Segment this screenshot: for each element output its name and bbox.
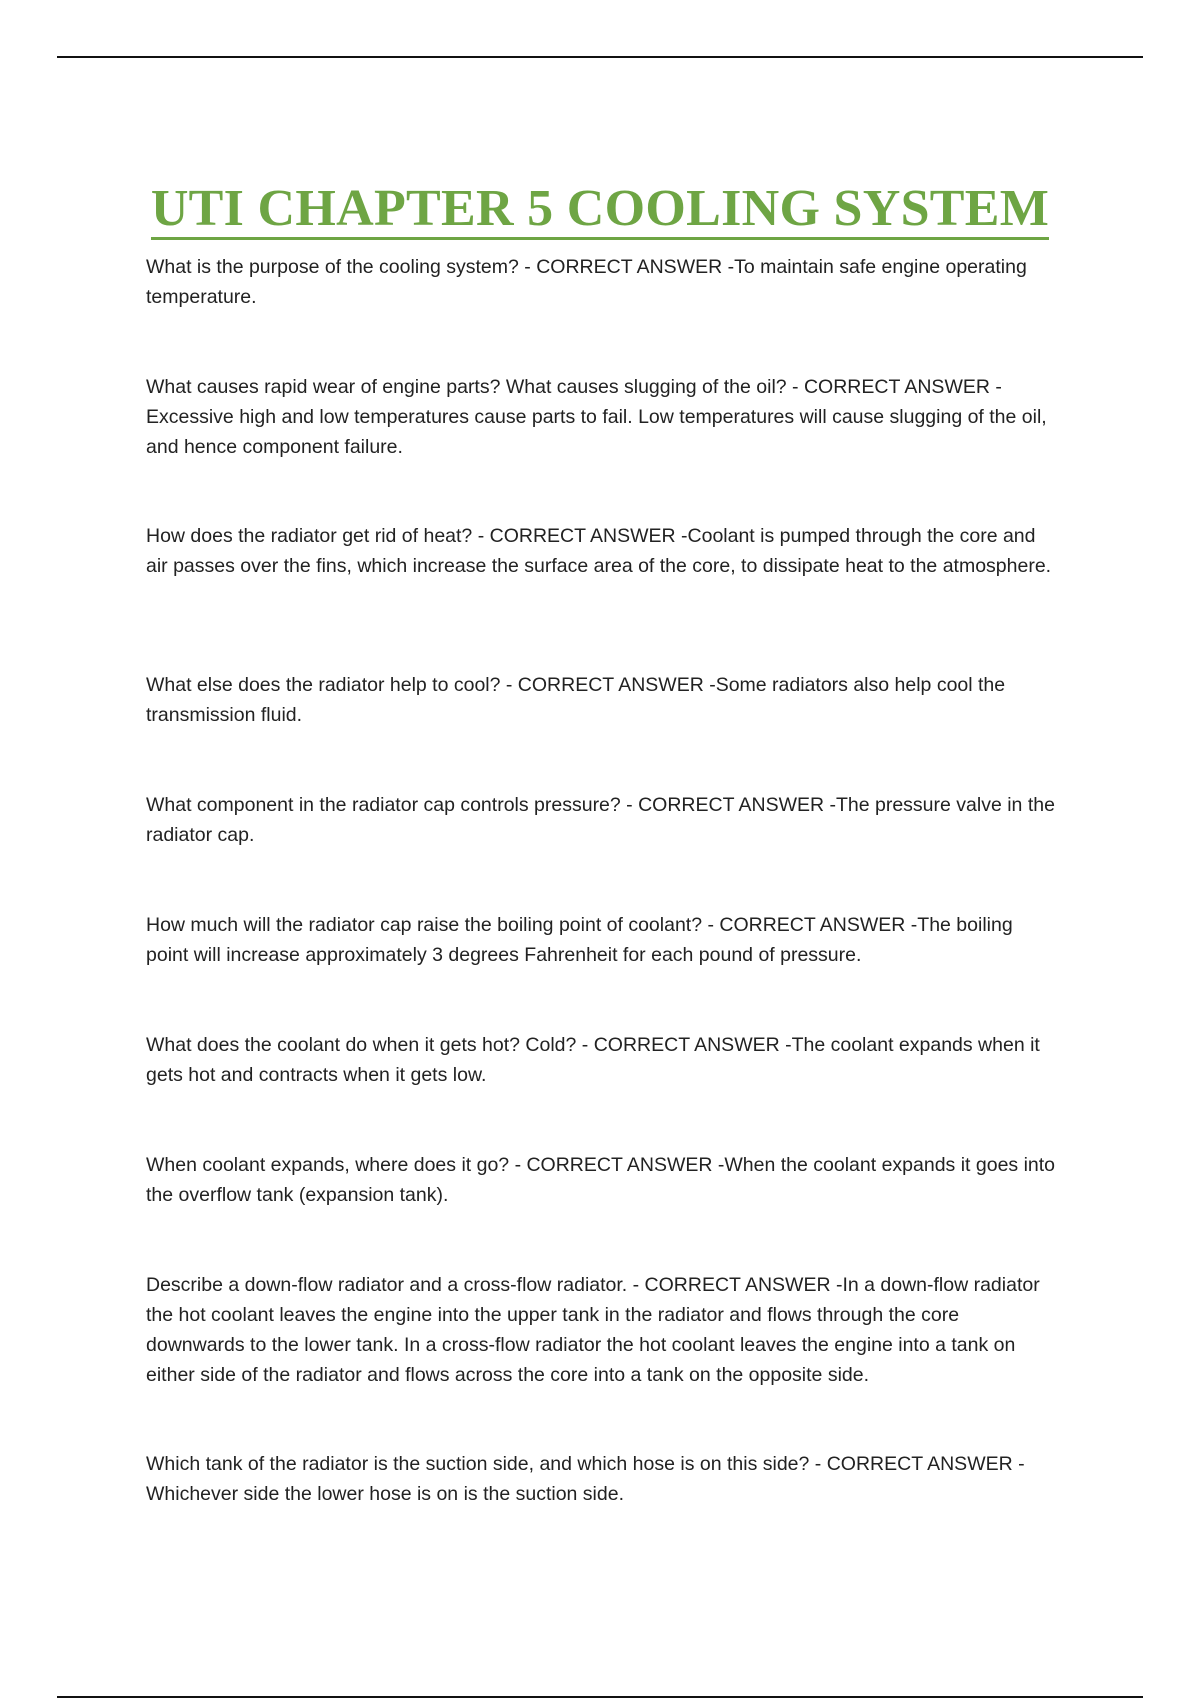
qa-item-3: How does the radiator get rid of heat? - CORRECT ANSWER -Coolant is pumped through the core and air passes over the fins, which increase the surface area of the core, to dissipate heat to the atmosphere. — [146, 525, 1052, 577]
qa-item-10: Which tank of the radiator is the suction side, and which hose is on this side? - CORRECT ANSWER - Whichever side the lower hose is on is the suction side. — [146, 1453, 1025, 1505]
qa-item-1: What is the purpose of the cooling system? - CORRECT ANSWER -To maintain safe engine operating temperature. — [146, 256, 1027, 308]
page-title: UTI CHAPTER 5 COOLING SYSTEM — [151, 183, 1049, 240]
top-divider — [57, 56, 1143, 58]
qa-item-8: When coolant expands, where does it go? - CORRECT ANSWER -When the coolant expands it goes into the overflow tank (expansion tank). — [146, 1154, 1056, 1206]
bottom-divider — [57, 1696, 1143, 1698]
qa-item-7: What does the coolant do when it gets hot? Cold? - CORRECT ANSWER -The coolant expands when it gets hot and contracts when it gets low. — [146, 1034, 1040, 1086]
qa-item-6: How much will the radiator cap raise the boiling point of coolant? - CORRECT ANSWER -The boiling point will increase approximately 3 degrees Fahrenheit for each pound of pressure. — [146, 914, 1013, 966]
qa-item-9: Describe a down-flow radiator and a cross-flow radiator. - CORRECT ANSWER -In a down-flow radiator the hot coolant leaves the engine into the upper tank in the radiator and flows through the core downwards to the lower tank. In a cross-flow radiator the hot coolant leaves the engine into a tank on either side of the radiator and flows across the core into a tank on the opposite side. — [146, 1274, 1040, 1386]
qa-item-2: What causes rapid wear of engine parts? What causes slugging of the oil? - CORRECT ANSWER - Excessive high and low temperatures cause parts to fail. Low temperatures will cause slugging of the oil, and hence component failure. — [146, 376, 1047, 458]
qa-item-5: What component in the radiator cap controls pressure? - CORRECT ANSWER -The pressure valve in the radiator cap. — [146, 794, 1055, 846]
qa-item-4: What else does the radiator help to cool? - CORRECT ANSWER -Some radiators also help cool the transmission fluid. — [146, 674, 1006, 726]
